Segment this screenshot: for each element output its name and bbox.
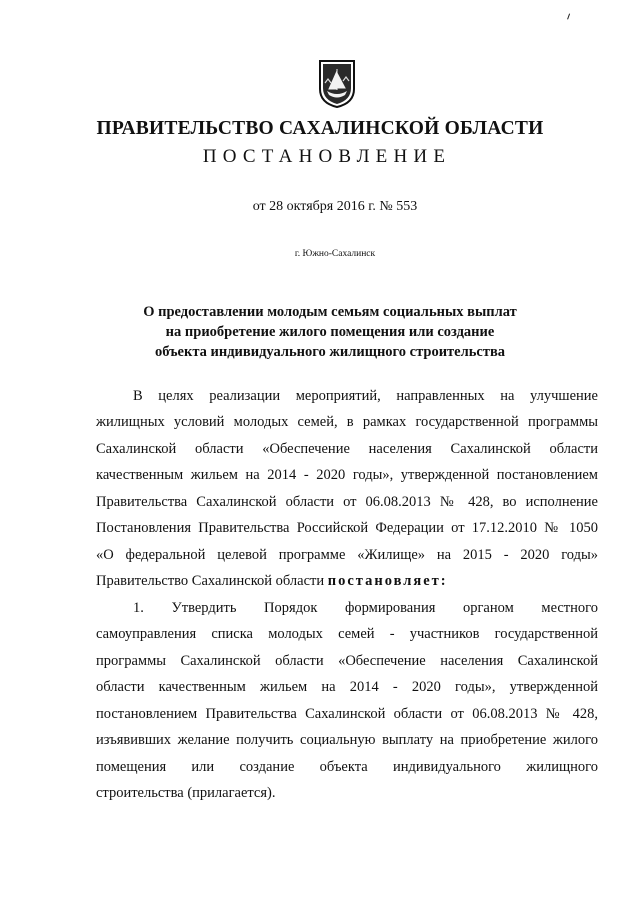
preamble-line: Постановления Правительства Российской Федерации от 17.12.2010 № 1050 — [96, 520, 598, 536]
item-1-line: постановлением Правительства Сахалинской области от 06.08.2013 № 428, — [96, 706, 598, 722]
item-1-line: изъявивших желание получить социальную выплату на приобретение жилого — [96, 732, 598, 748]
document-date-number: от 28 октября 2016 г. № 553 — [252, 199, 418, 214]
resolving-line — [96, 572, 598, 590]
document-title — [0, 302, 640, 362]
item-1-line: области качественным жильем на 2014 - 2020 годы», утвержденной — [96, 679, 598, 695]
issue-city: г. Южно-Сахалинск — [294, 249, 376, 259]
resolving-word: постановляет: — [327, 573, 448, 589]
item-1-line: самоуправления списка молодых семей - участников государственной — [96, 626, 598, 642]
item-1-line: строительства (прилагается). — [96, 785, 276, 801]
corner-mark — [567, 13, 573, 20]
preamble-line: Правительства Сахалинской области от 06.08.2013 № 428, во исполнение — [96, 494, 598, 510]
item-1-line: программы Сахалинской области «Обеспечение населения Сахалинской — [96, 653, 598, 669]
item-1-line: 1. Утвердить Порядок формирования органом местного — [133, 600, 598, 616]
title-line: О предоставлении молодым семьям социальных выплат — [143, 304, 517, 320]
item-1-line: помещения или создание объекта индивидуального жилищного — [96, 759, 598, 775]
document-type: ПОСТАНОВЛЕНИЕ — [202, 146, 452, 167]
preamble-line: жилищных условий молодых семей, в рамках государственной программы — [96, 414, 598, 430]
preamble-line: качественным жильем на 2014 - 2020 годы», утвержденной постановлением — [96, 467, 598, 483]
preamble-line: В целях реализации мероприятий, направленных на улучшение — [133, 388, 598, 404]
resolving-subject: Правительство Сахалинской области — [96, 573, 328, 589]
title-line: на приобретение жилого помещения или создание — [165, 324, 495, 340]
organization-name: ПРАВИТЕЛЬСТВО САХАЛИНСКОЙ ОБЛАСТИ — [96, 118, 544, 139]
title-line: объекта индивидуального жилищного строительства — [154, 344, 506, 360]
preamble-line: Сахалинской области «Обеспечение населения Сахалинской области — [96, 441, 598, 457]
preamble-line: «О федеральной целевой программе «Жилище» на 2015 - 2020 годы» — [96, 547, 598, 563]
coat-of-arms-icon — [318, 59, 356, 109]
